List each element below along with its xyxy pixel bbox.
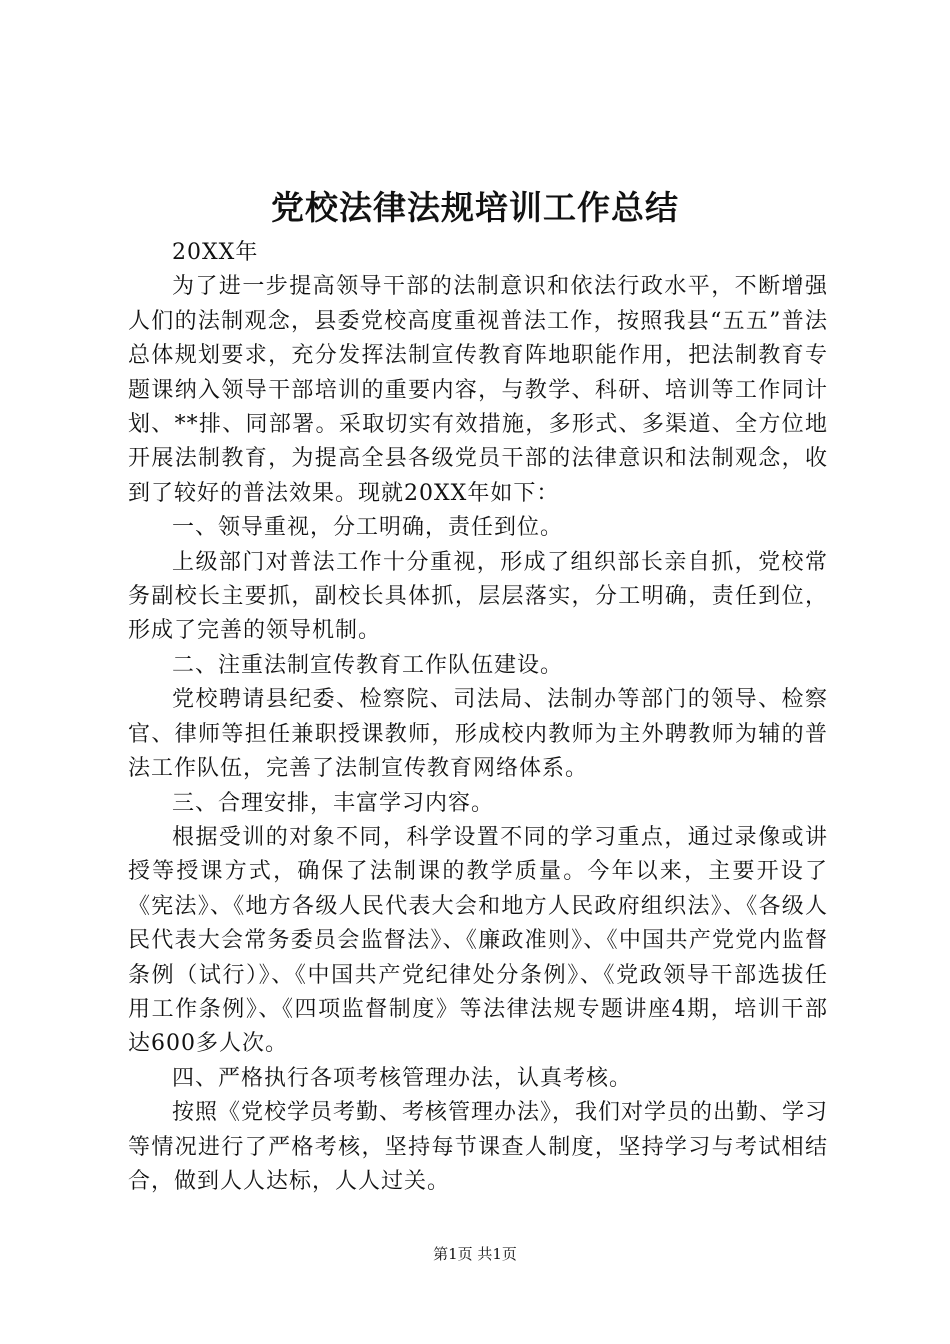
section-heading-2: 二、注重法制宣传教育工作队伍建设。	[172, 652, 564, 678]
section-paragraph-3: 根据受训的对象不同，科学设置不同的学习重点，通过录像或讲授等授课方式，确保了法制课的教学质量。今年以来，主要开设了《宪法》、《地方各级人民代表大会和地方人民政府组织法》、《各级人民代表大会常务委员会监督法》、《廉政准则》、《中国共产党党内监督条例（试行）》、《中国共产党纪律处分条例》、《党政领导干部选拔任用工作条例》、《四项监督制度》等法律法规专题讲座4期，培训干部达600多人次。	[128, 824, 828, 1057]
document-body	[128, 236, 828, 1199]
date-line: 20XX年	[172, 240, 259, 265]
page-footer: 第1页 共1页	[433, 1245, 517, 1263]
section-paragraph-2: 党校聘请县纪委、检察院、司法局、法制办等部门的领导、检察官、律师等担任兼职授课教师，形成校内教师为主外聘教师为辅的普法工作队伍，完善了法制宣传教育网络体系。	[128, 687, 828, 782]
document-title: 党校法律法规培训工作总结	[271, 188, 679, 227]
section-heading-1: 一、领导重视，分工明确，责任到位。	[172, 515, 564, 541]
section-heading-3: 三、合理安排，丰富学习内容。	[172, 790, 495, 816]
intro-paragraph: 为了进一步提高领导干部的法制意识和依法行政水平，不断增强人们的法制观念，县委党校高度重视普法工作，按照我县“五五”普法总体规划要求，充分发挥法制宣传教育阵地职能作用，把法制教育专题课纳入领导干部培训的重要内容，与教学、科研、培训等工作同计划、**排、同部署。采取切实有效措施，多形式、多渠道、全方位地开展法制教育，为提高全县各级党员干部的法律意识和法制观念，收到了较好的普法效果。现就20XX年如下：	[128, 274, 828, 506]
section-heading-4: 四、严格执行各项考核管理办法，认真考核。	[172, 1065, 633, 1091]
section-paragraph-4: 按照《党校学员考勤、考核管理办法》，我们对学员的出勤、学习等情况进行了严格考核，坚持每节课查人制度，坚持学习与考试相结合，做到人人达标，人人过关。	[128, 1100, 829, 1194]
section-paragraph-1: 上级部门对普法工作十分重视，形成了组织部长亲自抓，党校常务副校长主要抓，副校长具体抓，层层落实，分工明确，责任到位，形成了完善的领导机制。	[128, 549, 828, 644]
